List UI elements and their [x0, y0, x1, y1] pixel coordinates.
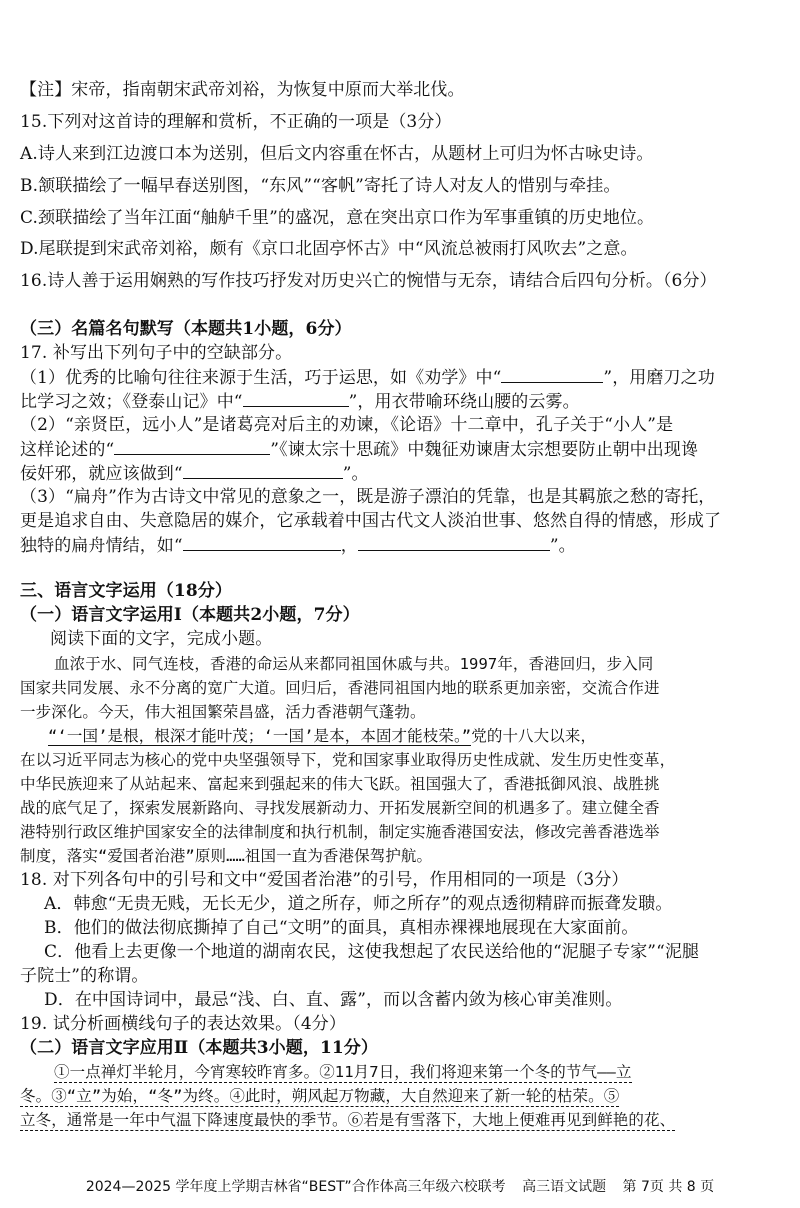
dashed-underlined-text: ①一点禅灯半轮月，今宵寒较昨宵多。②11月7日，我们将迎来第一个冬的节气——立	[54, 1063, 632, 1081]
q19-stem: 19. 试分析画横线句子的表达效果。（4分）	[20, 1014, 346, 1034]
q15-option-c: C.颈联描绘了当年江面“舳舻千里”的盛况，意在突出京口作为军事重镇的历史地位。	[20, 208, 655, 228]
page-footer	[0, 1176, 800, 1196]
passage1-line: 在以习近平同志为核心的党中央坚强领导下，党和国家事业取得历史性成就、发生历史性变革，	[20, 751, 676, 769]
answer-blank[interactable]	[243, 390, 349, 407]
passage1-line: 港特别行政区维护国家安全的法律制度和执行机制，制定实施香港国安法，修改完善香港选举	[20, 823, 660, 841]
subsection-title-1: （一）语言文字运用Ⅰ（本题共2小题，7分）	[20, 605, 360, 625]
q18-option-b: B．他们的做法彻底撕掉了自己“文明”的面具，真相赤裸裸地展现在大家面前。	[44, 918, 639, 938]
answer-blank[interactable]	[501, 366, 603, 383]
q15-option-d: D.尾联提到宋武帝刘裕，颇有《京口北固亭怀古》中“风流总被雨打风吹去”之意。	[20, 239, 638, 259]
q17-text: ，	[340, 536, 358, 556]
q17-text: （1）优秀的比喻句往往来源于生活，巧于运思，如《劝学》中“	[20, 368, 502, 388]
q15-option-a: A.诗人来到江边渡口本为送别，但后文内容重在怀古，从题材上可归为怀古咏史诗。	[20, 144, 654, 164]
q15-stem: 15.下列对这首诗的理解和赏析，不正确的一项是（3分）	[20, 112, 452, 132]
passage1-line: 中华民族迎来了从站起来、富起来到强起来的伟大飞跃。祖国强大了，香港抵御风浪、战胜挑	[20, 775, 660, 793]
passage1-line: 制度，落实“爱国者治港”原则……祖国一直为香港保驾护航。	[20, 847, 433, 865]
answer-blank[interactable]	[183, 462, 343, 479]
q17-part2-line2	[20, 438, 698, 461]
q18-option-d: D．在中国诗词中，最忌“浅、白、直、露”，而以含蓄内敛为核心审美准则。	[44, 990, 623, 1010]
q17-part3-line1: （3）“扁舟”作为古诗文中常见的意象之一，既是游子漂泊的凭靠，也是其羁旅之愁的寄托，	[20, 487, 716, 507]
passage1-line: 血浓于水、同气连枝，香港的命运从来都同祖国休戚与共。1997年，香港回归，步入同	[54, 655, 654, 673]
q17-text: 独特的扁舟情结，如“	[20, 536, 183, 556]
dashed-underlined-text: 立冬，通常是一年中气温下降速度最快的季节。⑥若是有雪落下，大地上便难再见到鲜艳的花、	[20, 1111, 676, 1129]
q17-part3-line3	[20, 534, 576, 557]
section-title-dictation: （三）名篇名句默写（本题共1小题，6分）	[20, 319, 352, 339]
footer-exam-name: 2024—2025 学年度上学期吉林省“BEST”合作体高三年级六校联考	[85, 1179, 506, 1195]
q17-part1-line2	[20, 390, 580, 413]
passage1-line: 一步深化。今天，伟大祖国繁荣昌盛，活力香港朝气蓬勃。	[20, 703, 426, 721]
q17-text: ”。	[342, 464, 369, 484]
dashed-underlined-text: 冬。③“立”为始，“冬”为终。④此时，朔风起万物藏，大自然迎来了新一轮的枯荣。⑤	[20, 1087, 620, 1105]
q17-part3-line2: 更是追求自由、失意隐居的媒介，它承载着中国古代文人淡泊世事、悠然自得的情感，形成了	[20, 511, 722, 531]
footer-subject: 高三语文试题	[522, 1179, 607, 1195]
answer-blank[interactable]	[358, 534, 550, 551]
q17-stem: 17. 补写出下列句子中的空缺部分。	[20, 343, 293, 363]
answer-blank[interactable]	[183, 534, 341, 551]
q17-text: ”《谏太宗十思疏》中魏征劝谏唐太宗想要防止朝中出现谗	[270, 440, 699, 460]
q17-text: ”。	[549, 536, 576, 556]
part3-title: 三、语言文字运用（18分）	[20, 581, 232, 601]
passage2-line	[54, 1061, 632, 1083]
q17-text: 佞奸邪，就应该做到“	[20, 464, 183, 484]
passage2-line	[20, 1109, 675, 1131]
poem-note: 【注】宋帝，指南朝宋武帝刘裕，为恢复中原而大举北伐。	[20, 80, 465, 100]
q15-option-b: B.颔联描绘了一幅早春送别图，“东风”“客帆”寄托了诗人对友人的惜别与牵挂。	[20, 176, 621, 196]
q18-stem: 18. 对下列各句中的引号和文中“爱国者治港”的引号，作用相同的一项是（3分）	[20, 870, 629, 890]
q18-option-c: C．他看上去更像一个地道的湖南农民，这使我想起了农民送给他的“泥腿子专家”“泥腿	[44, 942, 700, 962]
subsection-title-2: （二）语言文字应用Ⅱ（本题共3小题，11分）	[20, 1038, 379, 1058]
q17-text: ”，用磨刀之功	[603, 368, 715, 388]
reading-instruction: 阅读下面的文字，完成小题。	[50, 629, 273, 649]
passage1-line: 国家共同发展、永不分离的宽广大道。回归后，香港同祖国内地的联系更加亲密，交流合作进	[20, 679, 660, 697]
q18-option-a: A．韩愈“无贵无贱，无长无少，道之所存，师之所存”的观点透彻精辟而振聋发聩。	[44, 894, 673, 914]
q17-part2-line3	[20, 462, 369, 485]
q17-text: 比学习之效；《登泰山记》中“	[20, 392, 243, 412]
q17-text: ”，用衣带喻环绕山腰的云雾。	[348, 392, 580, 412]
answer-blank[interactable]	[114, 438, 270, 455]
q17-part2-line1: （2）“亲贤臣，远小人”是诸葛亮对后主的劝谏，《论语》十二章中，孔子关于“小人”是	[20, 415, 674, 435]
q17-text: 这样论述的“	[20, 440, 115, 460]
passage1-text: 党的十八大以来，	[471, 727, 597, 745]
passage1-line	[48, 725, 596, 747]
passage1-line: 战的底气足了，探索发展新路向、寻找发展新动力、开拓发展新空间的机遇多了。建立健全香	[20, 799, 660, 817]
q18-option-c-cont: 子院士”的称谓。	[20, 966, 149, 986]
footer-page-number: 第 7页 共 8 页	[622, 1179, 715, 1195]
q17-part1-line1	[20, 366, 715, 389]
q16-stem: 16.诗人善于运用娴熟的写作技巧抒发对历史兴亡的惋惜与无奈，请结合后四句分析。（6分）	[20, 271, 717, 291]
passage2-line	[20, 1085, 619, 1107]
underlined-sentence: “‘一国’是根，根深才能叶茂；‘一国’是本，本固才能枝荣。”	[48, 727, 472, 745]
